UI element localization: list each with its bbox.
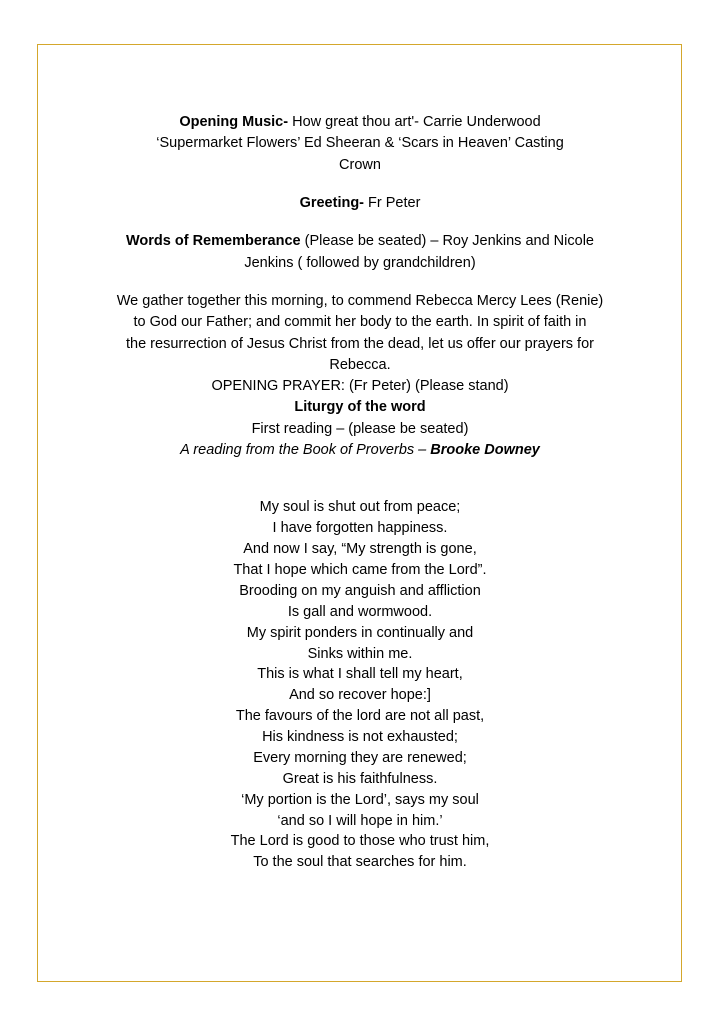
verse-line: Brooding on my anguish and affliction <box>239 582 481 599</box>
spacer-after-opening-music <box>70 176 650 193</box>
verse-line: ‘My portion is the Lord’, says my soul <box>241 791 479 808</box>
verse-line: Every morning they are renewed; <box>253 749 467 766</box>
greeting-label: Greeting- <box>299 194 365 211</box>
gathering-line-3: the resurrection of Jesus Christ from the dead, let us offer our prayers for <box>126 335 594 352</box>
opening-music-line-3: Crown <box>339 156 381 173</box>
remembrance-label: Words of Rememberance <box>126 233 301 250</box>
reading-source-line <box>70 440 650 461</box>
remembrance-line-2: Jenkins ( followed by grandchildren) <box>244 254 476 271</box>
verse-line: My soul is shut out from peace; <box>259 499 461 516</box>
spacer-before-verse <box>70 461 650 497</box>
scripture-verse-block <box>70 497 650 873</box>
spacer-after-remembrance <box>70 274 650 291</box>
liturgy-of-the-word-heading: Liturgy of the word <box>294 399 426 416</box>
verse-line: ‘and so I will hope in him.’ <box>277 812 443 829</box>
first-reading-line: First reading – (please be seated) <box>251 420 469 437</box>
greeting-text: Fr Peter <box>364 194 421 211</box>
verse-line: This is what I shall tell my heart, <box>257 666 463 683</box>
verse-line: Sinks within me. <box>307 645 413 662</box>
opening-music-line-2: ‘Supermarket Flowers’ Ed Sheeran & ‘Scars in Heaven’ Casting <box>156 135 564 152</box>
remembrance-line-1 <box>70 231 650 252</box>
verse-line: And so recover hope:] <box>289 687 431 704</box>
reader-name: Brooke Downey <box>430 442 540 459</box>
gathering-line-1: We gather together this morning, to commend Rebecca Mercy Lees (Renie) <box>116 292 604 309</box>
opening-prayer-line: OPENING PRAYER: (Fr Peter) (Please stand) <box>211 378 509 395</box>
gathering-line-2: to God our Father; and commit her body to the earth. In spirit of faith in <box>133 314 587 331</box>
verse-line: That I hope which came from the Lord”. <box>233 562 487 578</box>
greeting-line <box>70 193 650 214</box>
verse-line: My spirit ponders in continually and <box>246 624 474 641</box>
remembrance-text: (Please be seated) – Roy Jenkins and Nicole <box>300 233 594 250</box>
opening-music-line-1 <box>70 112 650 133</box>
verse-line: To the soul that searches for him. <box>253 854 467 871</box>
opening-music-label: Opening Music- <box>179 114 289 130</box>
gathering-line-4: Rebecca. <box>329 356 391 373</box>
reading-source-italic: A reading from the Book of Proverbs – <box>180 442 431 459</box>
verse-line: The Lord is good to those who trust him, <box>230 833 490 850</box>
verse-line: The favours of the lord are not all past, <box>235 708 485 725</box>
opening-music-line-1-text: How great thou art'- Carrie Underwood <box>288 114 541 130</box>
verse-line: Is gall and wormwood. <box>287 603 433 620</box>
spacer-after-greeting <box>70 214 650 231</box>
document-body <box>70 112 650 873</box>
verse-line: His kindness is not exhausted; <box>262 729 458 745</box>
verse-line: And now I say, “My strength is gone, <box>243 541 477 558</box>
verse-line: I have forgotten happiness. <box>272 520 448 537</box>
verse-line: Great is his faithfulness. <box>282 770 438 787</box>
